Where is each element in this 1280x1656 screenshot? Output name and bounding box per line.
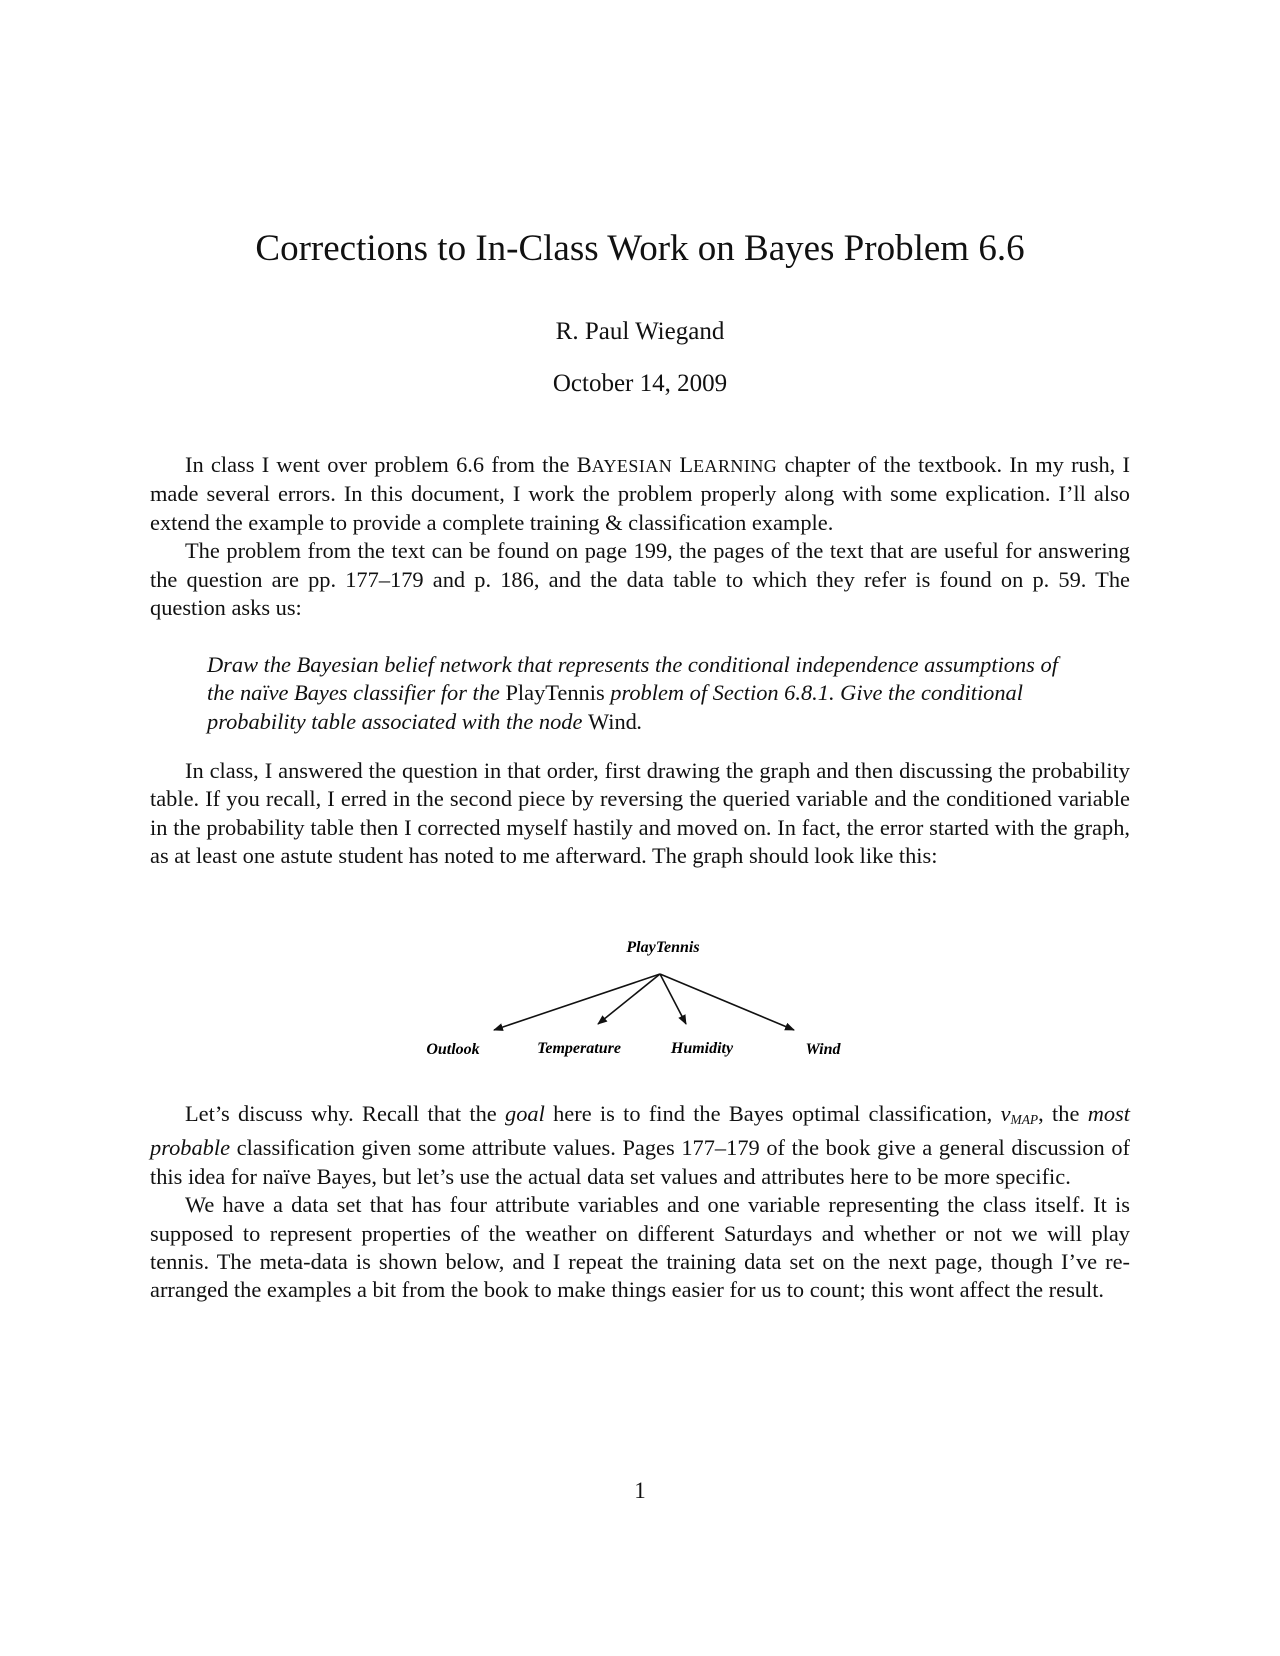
date: October 14, 2009 [552, 370, 728, 397]
bayes-network-diagram [0, 930, 1280, 1070]
node-temperature: Temperature [537, 1040, 621, 1057]
page-number: 1 [634, 1478, 646, 1503]
node-humidity: Humidity [670, 1040, 734, 1057]
edge-humidity [660, 974, 686, 1024]
edge-wind [660, 974, 794, 1030]
document-title: Corrections to In-Class Work on Bayes Problem 6.6 [255, 228, 1025, 269]
intro-paragraph: In class I went over problem 6.6 from the BAYESIAN LEARNING chapter of the textbook. In my rush, I made several errors. In this document, I work the problem properly along with some explication. I’ll also extend the example to provide a complete training & classification example. The problem from the text can be found on page 199, the pages of the text that are useful for answering the question are pp. 177–179 and p. 186, and the data table to which they refer is found on p. 59. The question asks us: [150, 452, 1130, 621]
node-playtennis: PlayTennis [626, 939, 700, 956]
paragraph-graph-intro: In class, I answered the question in that order, first drawing the graph and then discussing the probability table. If you recall, I erred in the second piece by reversing the queried variable and the conditioned variable in the probability table then I corrected myself hastily and moved on. In fact, the error started with the graph, as at least one astute student has noted to me afterward. The graph should look like this: [150, 758, 1130, 869]
node-outlook: Outlook [426, 1041, 480, 1058]
paragraph-why: Let’s discuss why. Recall that the goal here is to find the Bayes optimal classification, $v_{MAP}$, the most probable classification given some attribute values. Pages 177–179 of the book give a general discussion of this idea for naïve Bayes, but let’s use the actual data set values and attributes here to be more specific. We have a data set that has four attribute variables and one variable representing the class itself. It is supposed to represent properties of the weather on different Saturdays and whether or not we will play tennis. The meta-data is shown below, and I repeat the training data set on the next page, though I’ve re-arranged the examples a bit from the book to make things easier for us to count; this wont affect the result. [150, 1101, 1130, 1303]
edge-temperature [598, 974, 660, 1024]
node-wind: Wind [805, 1041, 841, 1058]
edge-outlook [494, 974, 660, 1030]
author: R. Paul Wiegand [555, 318, 725, 345]
problem-quote: Draw the Bayesian belief network that represents the conditional independence assumptions of the naïve Bayes classifier for the PlayTennis problem of Section 6.8.1. Give the conditional probability table associated with the node Wind. [207, 652, 1058, 734]
